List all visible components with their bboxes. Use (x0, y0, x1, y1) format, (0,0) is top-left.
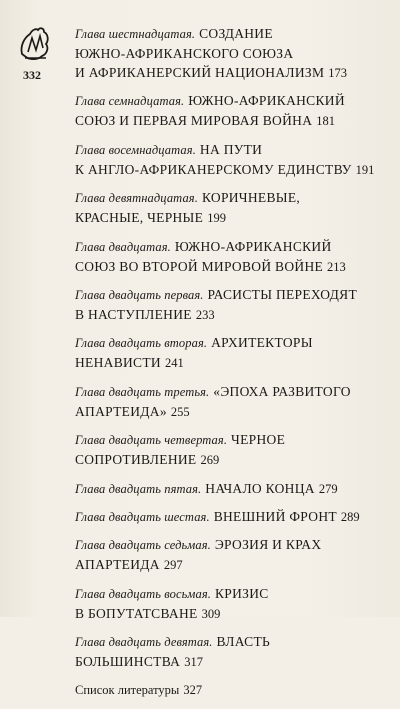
chapter-title-line: ВНЕШНИЙ ФРОНТ (213, 508, 337, 524)
toc-entry (75, 382, 365, 422)
toc-entry (75, 188, 365, 228)
chapter-title-line: ВЛАСТЬ (216, 634, 271, 650)
toc-entry (75, 584, 365, 624)
chapter-title-line: АПАРТЕИДА» (75, 403, 167, 419)
page-number: 332 (23, 68, 41, 82)
chapter-title-line: И АФРИКАНЕРСКИЙ НАЦИОНАЛИЗМ (75, 65, 325, 80)
entry-page-number: 309 (201, 606, 221, 621)
toc-entry (75, 285, 365, 325)
chapter-title-line: КРИЗИС (214, 585, 269, 601)
entry-page-number: 191 (355, 162, 375, 177)
chapter-label: Глава двадцать восьмая. (75, 586, 211, 601)
chapter-label: Глава двадцать шестая. (75, 509, 210, 524)
chapter-label: Глава двадцать четвертая. (75, 433, 228, 448)
toc-entry (75, 507, 365, 527)
chapter-title-line: НЕНАВИСТИ (75, 355, 161, 371)
entry-page-number: 317 (184, 655, 203, 670)
toc-entry (75, 24, 365, 83)
toc-entry (75, 430, 365, 470)
chapter-title-line: БОЛЬШИНСТВА (75, 654, 181, 670)
chapter-label: Глава восемнадцатая. (75, 142, 196, 157)
toc-entry (75, 535, 365, 575)
entry-page-number: 269 (200, 453, 220, 468)
chapter-label: Глава двадцать девятая. (75, 635, 213, 650)
entry-page-number: 255 (170, 404, 190, 419)
entry-page-number: 173 (328, 66, 348, 80)
chapter-title-line: НАЧАЛО КОНЦА (205, 480, 315, 496)
chapter-title-line: АРХИТЕКТОРЫ (211, 335, 313, 351)
table-of-contents (75, 24, 375, 709)
entry-page-number: 181 (316, 114, 335, 129)
chapter-title-line: НА ПУТИ (199, 141, 263, 157)
toc-entry (75, 680, 365, 700)
chapter-title-line: СОЮЗ ВО ВТОРОЙ МИРОВОЙ ВОЙНЕ (75, 258, 324, 274)
chapter-title-line: РАСИСТЫ ПЕРЕХОДЯТ (207, 286, 357, 302)
chapter-title-line: ЮЖНО-АФРИКАНСКИЙ (188, 93, 345, 109)
toc-entry (75, 91, 365, 131)
toc-entry (75, 479, 365, 499)
toc-entry (75, 140, 375, 180)
chapter-title-line: В БОПУТАТСВАНЕ (75, 605, 198, 621)
entry-page-number: 213 (327, 259, 346, 274)
toc-entry (75, 237, 365, 277)
chapter-title-line: ЧЕРНОЕ (231, 432, 286, 448)
chapter-title-line: СОЗДАНИЕ (199, 26, 273, 41)
chapter-label: Глава семнадцатая. (75, 94, 185, 109)
chapter-label: Глава шестнадцатая. (75, 27, 196, 41)
chapter-title-line: ЮЖНО-АФРИКАНСКОГО СОЮЗА (75, 46, 294, 61)
chapter-title-line: СОЮЗ И ПЕРВАЯ МИРОВАЯ ВОЙНА (75, 113, 313, 129)
entry-page-number: 199 (207, 211, 226, 226)
chapter-title-line: КРАСНЫЕ, ЧЕРНЫЕ (75, 210, 204, 226)
chapter-title-line: ЭРОЗИЯ И КРАХ (214, 537, 322, 553)
chapter-title-line: «ЭПОХА РАЗВИТОГО (213, 383, 351, 399)
entry-page-number: 297 (163, 558, 183, 573)
entry-page-number: 233 (195, 307, 215, 322)
chapter-title-line: ЮЖНО-АФРИКАНСКИЙ (174, 238, 332, 254)
publisher-logo-icon (16, 24, 52, 64)
chapter-label: Глава двадцать третья. (75, 384, 210, 399)
chapter-title-line: КОРИЧНЕВЫЕ, (201, 190, 301, 206)
chapter-label: Глава двадцать седьмая. (75, 538, 211, 553)
chapter-title-line: В НАСТУПЛЕНИЕ (75, 306, 192, 322)
chapter-label: Глава двадцатая. (75, 239, 171, 254)
chapter-title-line: СОПРОТИВЛЕНИЕ (75, 452, 197, 468)
chapter-title-line: К АНГЛО-АФРИКАНЕРСКОМУ ЕДИНСТВУ (75, 161, 352, 177)
chapter-label: Глава двадцать пятая. (75, 481, 202, 496)
toc-entry (75, 632, 365, 672)
entry-page-number: 279 (318, 481, 338, 496)
entry-page-number: 241 (164, 356, 184, 371)
chapter-label: Глава двадцать первая. (75, 287, 204, 302)
entry-page-number: 327 (183, 683, 203, 698)
chapter-label: Глава девятнадцатая. (75, 191, 198, 206)
entry-page-number: 289 (340, 509, 360, 524)
chapter-title-line: АПАРТЕИДА (75, 557, 160, 573)
toc-entry (75, 333, 365, 373)
chapter-label: Глава двадцать вторая. (75, 336, 208, 351)
chapter-title-line: Список литературы (75, 683, 180, 698)
